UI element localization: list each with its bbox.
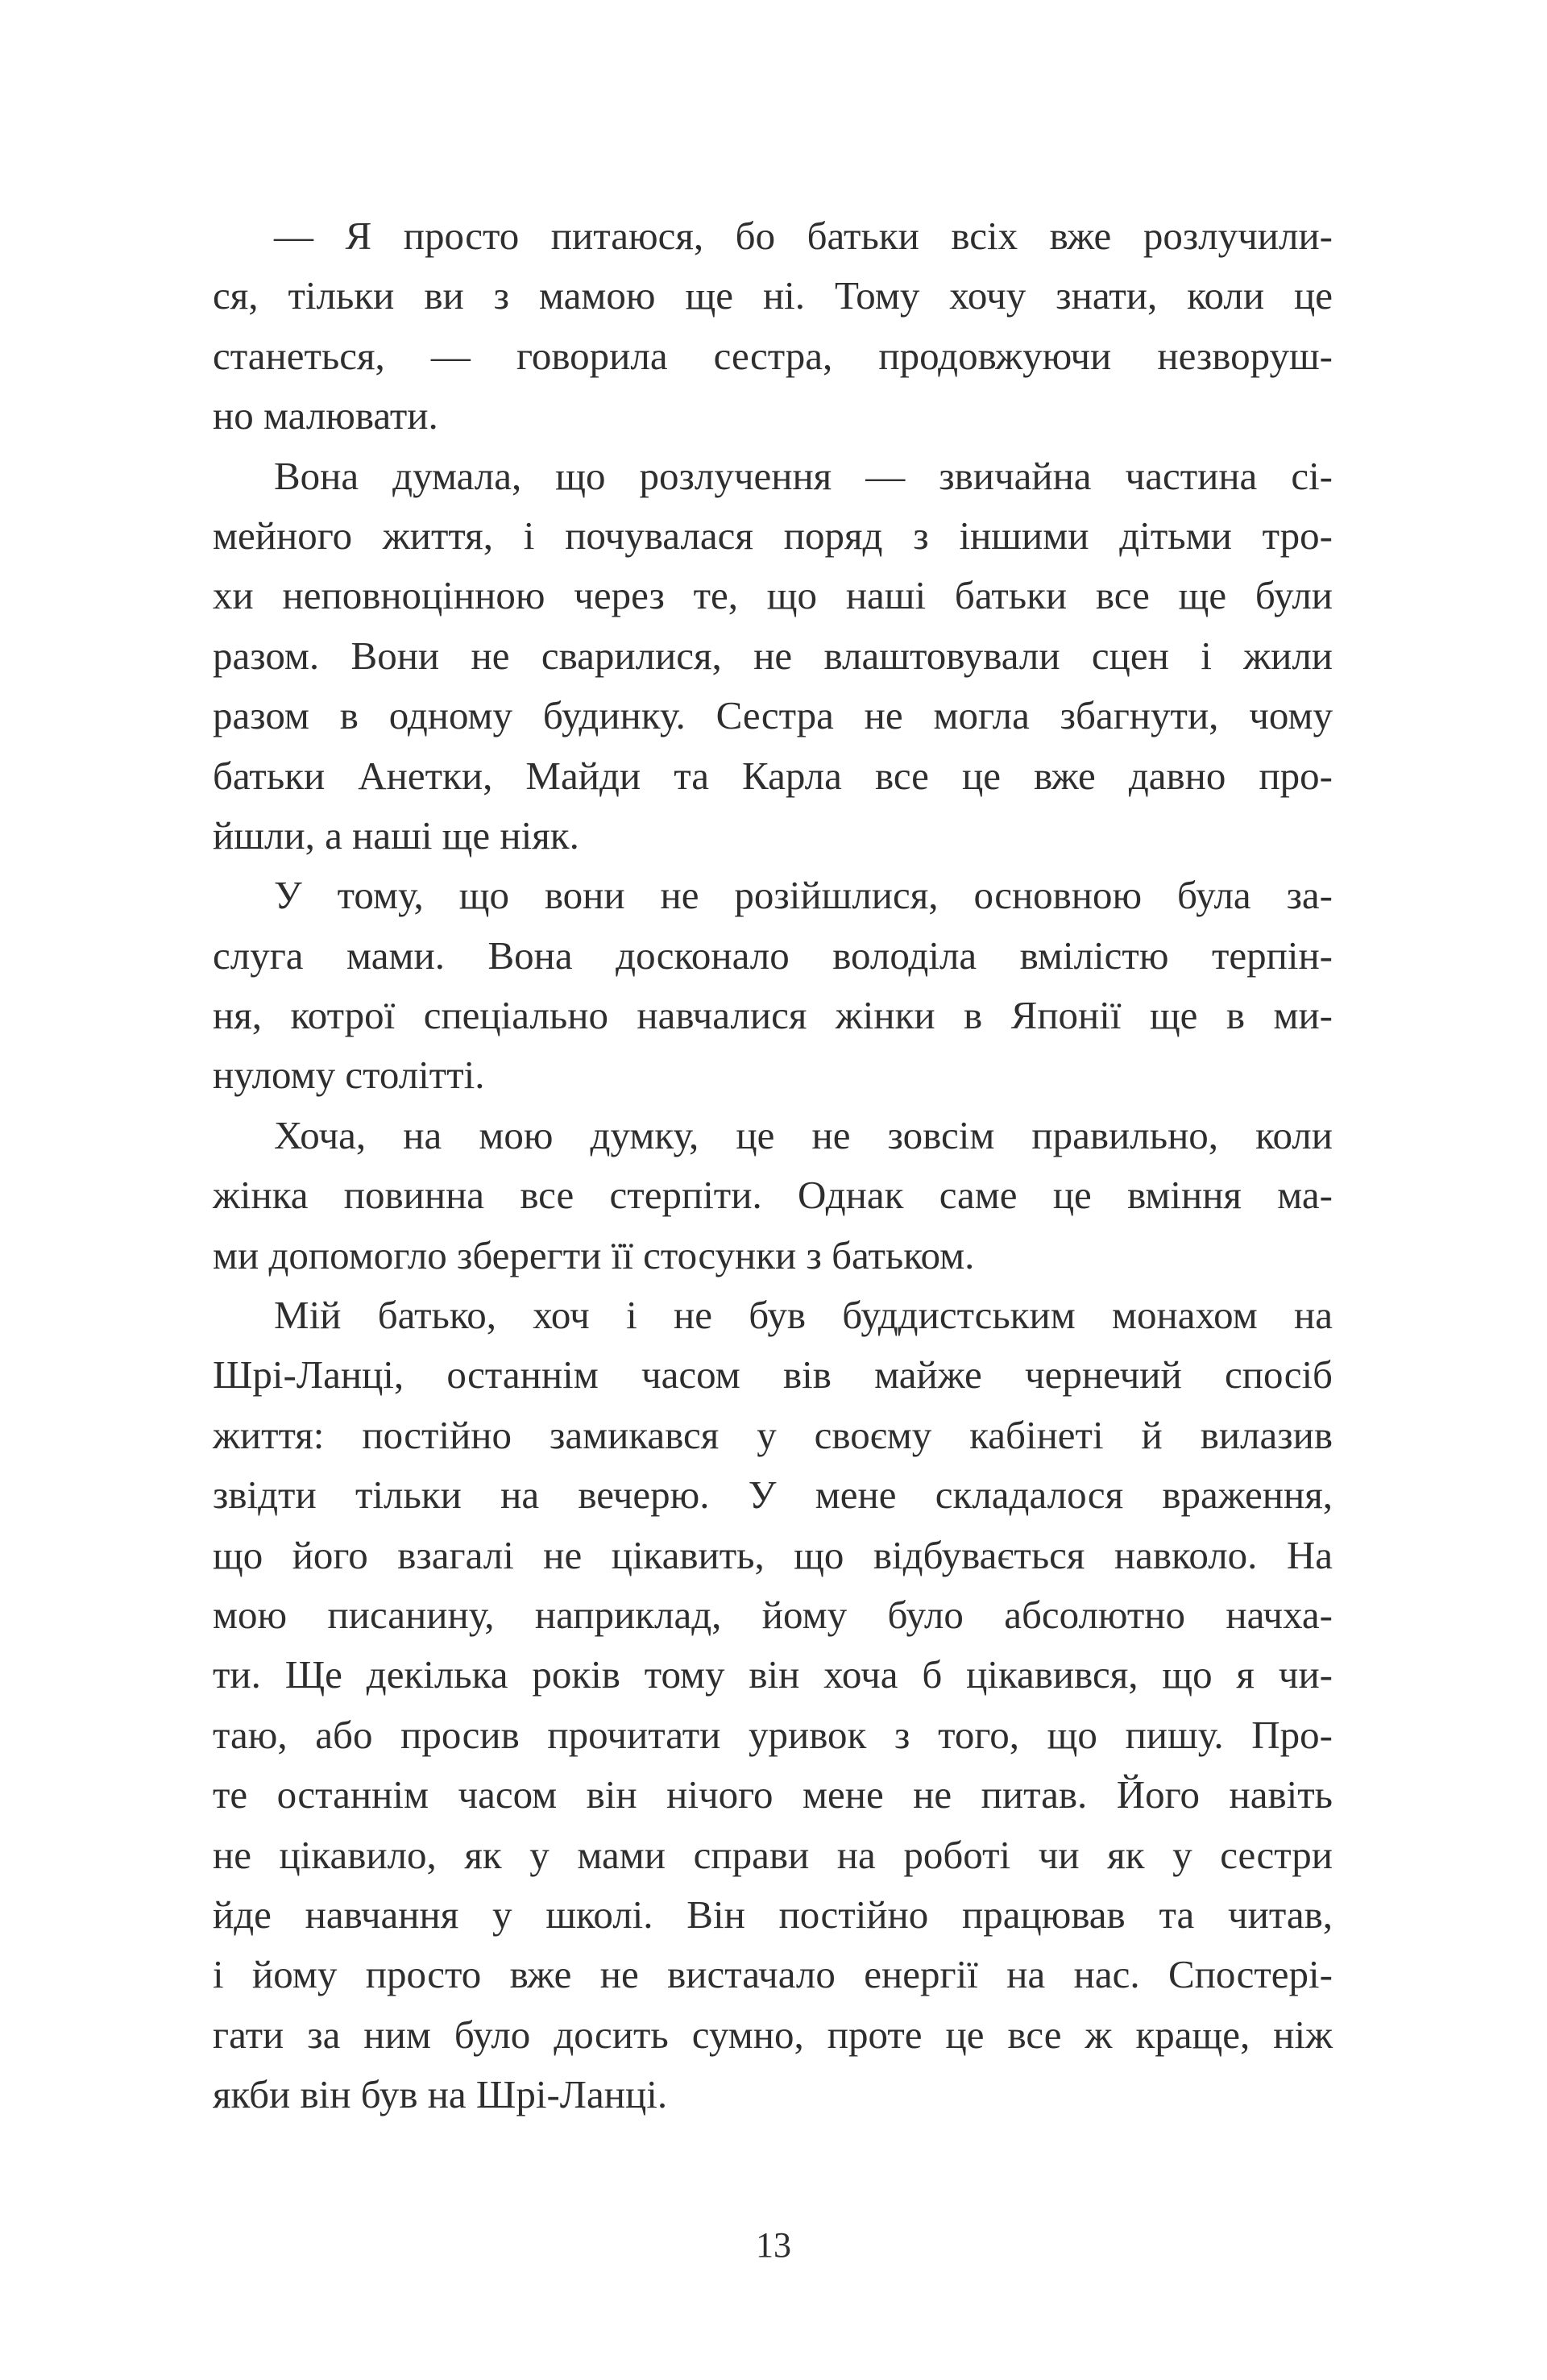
text-line: — Я просто питаюся, бо батьки всіх вже розлучили- (274, 214, 1333, 258)
text-line: нулому столітті. (213, 1053, 485, 1098)
text-line: і йому просто вже не вистачало енергії на нас. Спостері- (213, 1952, 1333, 1997)
text-line: разом в одному будинку. Сестра не могла збагнути, чому (213, 693, 1333, 738)
text-line: життя: постійно замикався у своєму кабінеті й вилазив (213, 1412, 1333, 1457)
text-line: Мій батько, хоч і не був буддистським монахом на (274, 1293, 1333, 1338)
text-line: жінка повинна все стерпіти. Однак саме це вміння ма- (213, 1173, 1333, 1218)
text-line: звідти тільки на вечерю. У мене складалося враження, (213, 1472, 1333, 1518)
text-line: мою писанину, наприклад, йому було абсолютно начха- (213, 1592, 1333, 1637)
text-line: ся, тільки ви з мамою ще ні. Тому хочу знати, коли це (213, 273, 1333, 318)
text-line: Вона думала, що розлучення — звичайна частина сі- (274, 453, 1333, 498)
paragraph (213, 866, 1333, 1106)
text-line: Шрі-Ланці, останнім часом вів майже чернечий спосіб (213, 1352, 1333, 1398)
paragraph (213, 1286, 1333, 2125)
text-line: батьки Анетки, Майди та Карла все це вже давно про- (213, 753, 1333, 798)
text-line: Хоча, на мою думку, це не зовсім правильно, коли (274, 1112, 1333, 1157)
book-page-text (213, 206, 1333, 2125)
paragraph (213, 1106, 1333, 1286)
text-line: не цікавило, як у мами справи на роботі чи як у сестри (213, 1832, 1333, 1877)
text-line: йде навчання у школі. Він постійно працював та читав, (213, 1892, 1333, 1937)
text-line: разом. Вони не сварилися, не влаштовували сцен і жили (213, 633, 1333, 678)
text-line: ми допомогло зберегти її стосунки з батьком. (213, 1232, 975, 1277)
text-line: те останнім часом він нічого мене не питав. Його навіть (213, 1772, 1333, 1817)
text-line: станеться, — говорила сестра, продовжуючи незворуш- (213, 333, 1333, 378)
text-line: що його взагалі не цікавить, що відбувається навколо. На (213, 1532, 1333, 1577)
paragraph (213, 206, 1333, 447)
text-line: таю, або просив прочитати уривок з того, що пишу. Про- (213, 1712, 1333, 1757)
text-line: ня, котрої спеціально навчалися жінки в Японії ще в ми- (213, 993, 1333, 1038)
text-line: якби він був на Шрі-Ланці. (213, 2072, 668, 2117)
text-line: но малювати. (213, 393, 438, 438)
text-line: мейного життя, і почувалася поряд з іншими дітьми тро- (213, 513, 1333, 558)
paragraph (213, 447, 1333, 866)
text-line: гати за ним було досить сумно, проте це все ж краще, ніж (213, 2012, 1333, 2057)
text-line: У тому, що вони не розійшлися, основною була за- (274, 873, 1333, 918)
text-line: хи неповноцінною через те, що наші батьки все ще були (213, 573, 1333, 618)
page-number: 13 (756, 2225, 791, 2265)
text-line: йшли, а наші ще ніяк. (213, 812, 579, 858)
text-line: слуга мами. Вона досконало володіла вмілістю терпін- (213, 932, 1333, 978)
text-line: ти. Ще декілька років тому він хоча б цікавився, що я чи- (213, 1652, 1333, 1697)
